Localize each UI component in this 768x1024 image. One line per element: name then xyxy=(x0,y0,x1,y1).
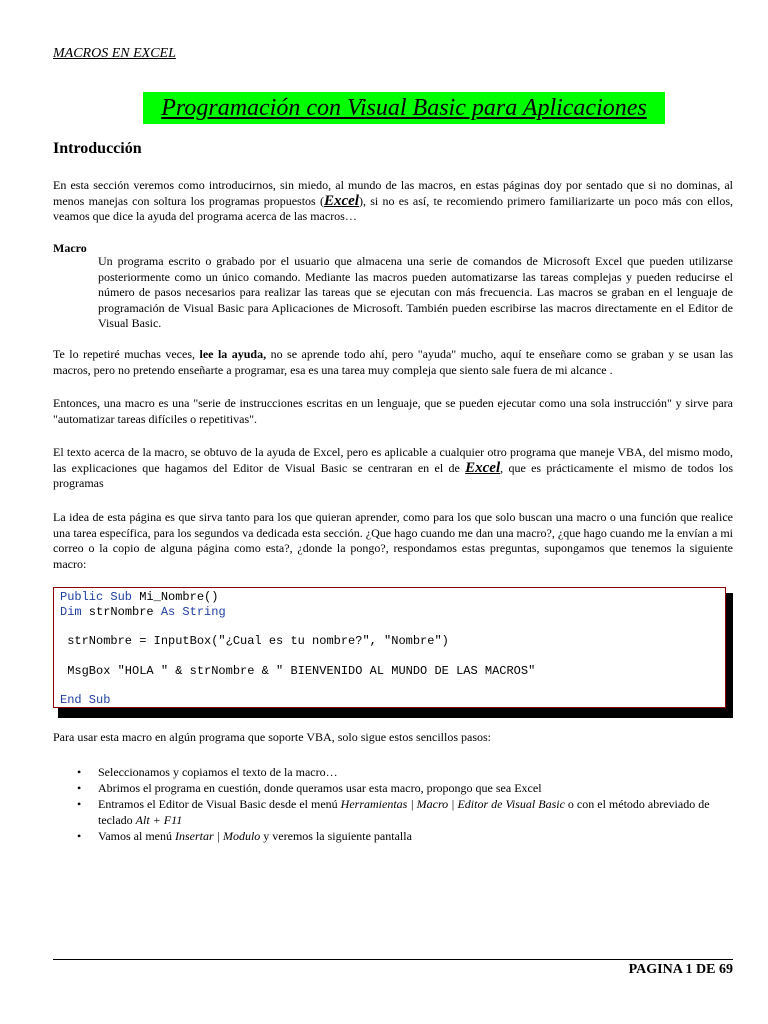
main-title-highlight xyxy=(143,92,665,124)
list-item: • Vamos al menú Insertar | Modulo y veremos la siguiente pantalla xyxy=(77,829,412,843)
steps-list xyxy=(75,764,733,844)
code-block xyxy=(53,587,726,708)
idea-paragraph: La idea de esta página es que sirva tanto para los que quieran aprender, como para los que solo buscan una macro o una función que realice una tarea específica, para los segundos va dedicada esta sección. ¿Que hago cuando me dan una macro?, ¿que hago cuando me la envían a mi correo o la copio de alguna página como esta?, ¿donde la pongo?, respondamos estas preguntas, supongamos que tenemos la siguiente macro: xyxy=(53,510,733,571)
code-line: MsgBox "HOLA " & strNombre & " BIENVENIDO AL MUNDO DE LAS MACROS" xyxy=(60,663,536,678)
code-line: strNombre = InputBox("¿Cual es tu nombre?", "Nombre") xyxy=(60,634,449,648)
texto-paragraph: El texto acerca de la macro, se obtuvo de la ayuda de Excel, pero es aplicable a cualquier otro programa que maneje VBA, del mismo modo, las explicaciones que hagamos del Editor de Visual Basic se centraran en el de Excel, que es prácticamente el mismo de todos los programas xyxy=(53,445,733,490)
list-item: • Entramos el Editor de Visual Basic desde el menú Herramientas | Macro | Editor de Visual Basic o con el método abreviado de teclado Alt + F11 xyxy=(77,797,710,827)
excel-emphasis: Excel xyxy=(465,459,501,476)
code-line: Public Sub Mi_Nombre() xyxy=(60,590,219,604)
footer-divider xyxy=(53,959,733,960)
section-heading: Introducción xyxy=(53,140,142,157)
bullet-icon: • xyxy=(77,765,82,779)
code-line: End Sub xyxy=(60,693,111,707)
intro-paragraph: En esta sección veremos como introducirnos, sin miedo, al mundo de las macros, en estas páginas doy por sentado que si no dominas, al menos manejas con soltura los programas propuestos (Excel), si no es así, te recomiendo primero familiarizarte un poco más con ellos, veamos que dice la ayuda del programa acerca de las macros… xyxy=(53,178,733,223)
excel-emphasis: Excel xyxy=(323,192,359,209)
page-number: PAGINA 1 DE 69 xyxy=(628,962,733,977)
code-line: Dim strNombre As String xyxy=(60,604,226,619)
repeat-paragraph: Te lo repetiré muchas veces, lee la ayuda, no se aprende todo ahí, pero "ayuda" mucho, aquí te enseñare como se graban y se usan las macros, pero no pretendo enseñarte a programar, esa es una tarea muy compleja que siento sale fuera de mi alcance . xyxy=(53,347,733,377)
list-item: • Seleccionamos y copiamos el texto de la macro… xyxy=(77,765,338,779)
header-title: MACROS EN EXCEL xyxy=(53,46,176,61)
definition-body: Un programa escrito o grabado por el usuario que almacena una serie de comandos de Microsoft Excel que pueden utilizarse posteriormente como un único comando. Mediante las macros pueden automatizarse las tareas complejas y pueden reducirse el número de pasos necesarios para realizar las tareas que se ejecutan con más frecuencia. Las macros se graban en el lenguaje de programación de Visual Basic para Aplicaciones de Microsoft. También pueden escribirse las macros directamente en el Editor de Visual Basic. xyxy=(98,254,733,330)
bold-phrase: lee la ayuda, xyxy=(199,347,267,361)
list-item: • Abrimos el programa en cuestión, donde queramos usar esta macro, propongo que sea Excel xyxy=(77,781,542,795)
main-title: Programación con Visual Basic para Aplicaciones xyxy=(161,95,647,121)
usar-paragraph: Para usar esta macro en algún programa que soporte VBA, solo sigue estos sencillos pasos: xyxy=(53,730,492,744)
entonces-paragraph: Entonces, una macro es una "serie de instrucciones escritas en un lenguaje, que se pueden ejecutar como una sola instrucción" y sirve para "automatizar tareas difíciles o repetitivas". xyxy=(53,396,733,426)
definition-term: Macro xyxy=(53,241,87,255)
bullet-icon: • xyxy=(77,797,82,811)
bullet-icon: • xyxy=(77,781,82,795)
bullet-icon: • xyxy=(77,829,82,843)
